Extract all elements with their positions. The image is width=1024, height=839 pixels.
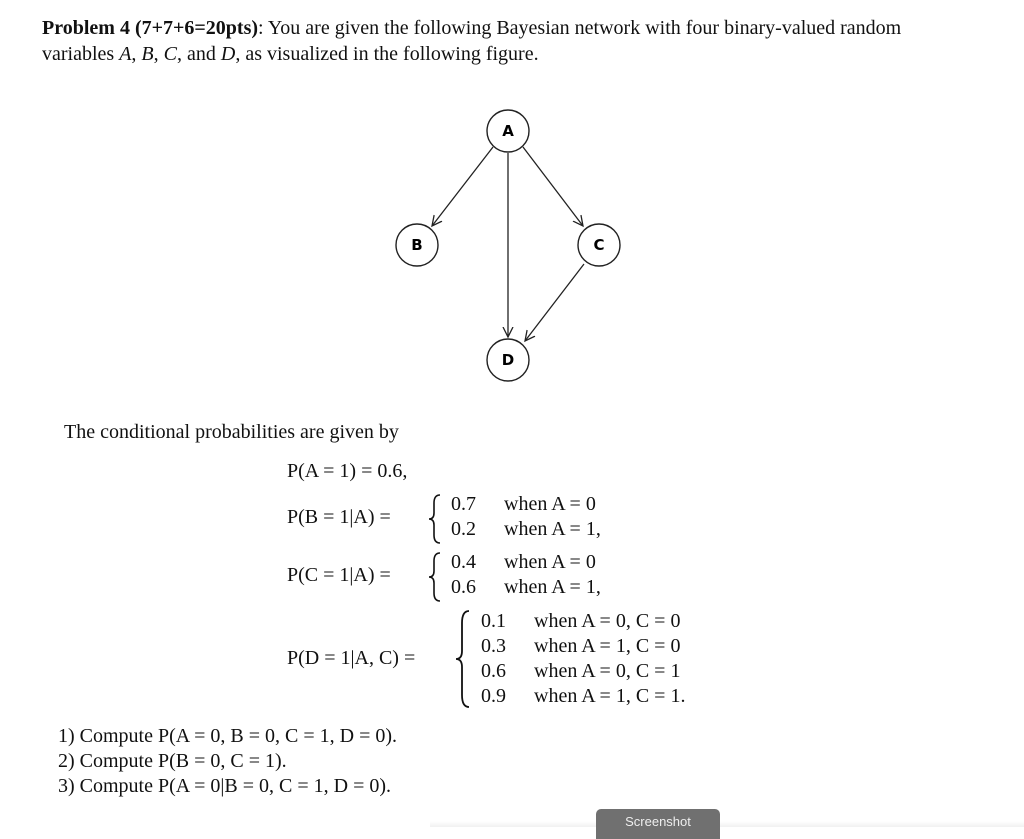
p-d-case-4-cond: when A = 1, C = 1. xyxy=(534,685,686,707)
p-b-case-2-cond: when A = 1, xyxy=(504,518,601,540)
node-d xyxy=(487,339,529,381)
p-d-case-3-value: 0.6 xyxy=(481,660,506,682)
p-a-equation: P(A = 1) = 0.6, xyxy=(287,460,408,482)
p-d-case-1-value: 0.1 xyxy=(481,610,506,632)
p-b-case-1-value: 0.7 xyxy=(451,493,476,515)
p-d-case-3-cond: when A = 0, C = 1 xyxy=(534,660,681,682)
question-1: 1) Compute P(A = 0, B = 0, C = 1, D = 0). xyxy=(58,725,398,747)
node-c-label: C xyxy=(593,236,605,254)
problem-label: Problem 4 (7+7+6=20pts) xyxy=(42,17,259,39)
p-b-case-2-value: 0.2 xyxy=(451,518,476,540)
edge-a-b xyxy=(432,147,493,226)
node-d-label: D xyxy=(501,351,515,369)
p-d-case-4-value: 0.9 xyxy=(481,685,506,707)
p-d-case-2-cond: when A = 1, C = 0 xyxy=(534,635,681,657)
p-d-lhs: P(D = 1|A, C) = xyxy=(287,647,416,669)
screenshot-button[interactable]: Screenshot xyxy=(596,809,720,839)
intro-text-3: as visualized in the following figure. xyxy=(240,43,539,65)
edge-c-d xyxy=(525,264,584,341)
node-a-label: A xyxy=(502,122,514,140)
bayes-network-diagram xyxy=(0,0,1024,400)
intro-text-2: variables xyxy=(42,43,120,65)
p-d-case-2-value: 0.3 xyxy=(481,635,506,657)
p-c-case-1-value: 0.4 xyxy=(451,551,476,573)
p-c-case-1-cond: when A = 0 xyxy=(504,551,596,573)
question-2: 2) Compute P(B = 0, C = 1). xyxy=(58,750,287,772)
intro-text-1: : You are given the following Bayesian network with four binary-valued random xyxy=(258,17,902,39)
p-b-lhs: P(B = 1|A) = xyxy=(287,506,391,528)
brace-d xyxy=(453,609,475,709)
problem-intro-line2: variables A, B, C, and D, as visualized in the following figure. xyxy=(42,43,539,65)
brace-c xyxy=(426,551,446,603)
p-d-case-1-cond: when A = 0, C = 0 xyxy=(534,610,681,632)
node-b xyxy=(396,224,438,266)
p-c-lhs: P(C = 1|A) = xyxy=(287,564,391,586)
edge-a-c xyxy=(523,147,583,226)
node-b-label: B xyxy=(411,236,423,254)
question-3: 3) Compute P(A = 0|B = 0, C = 1, D = 0). xyxy=(58,775,392,797)
p-c-case-2-cond: when A = 1, xyxy=(504,576,601,598)
brace-b xyxy=(426,493,446,545)
node-a xyxy=(487,110,529,152)
p-c-case-2-value: 0.6 xyxy=(451,576,476,598)
bottom-shadow xyxy=(430,821,1024,827)
probs-heading: The conditional probabilities are given by xyxy=(64,421,399,443)
node-c xyxy=(578,224,620,266)
p-b-case-1-cond: when A = 0 xyxy=(504,493,596,515)
